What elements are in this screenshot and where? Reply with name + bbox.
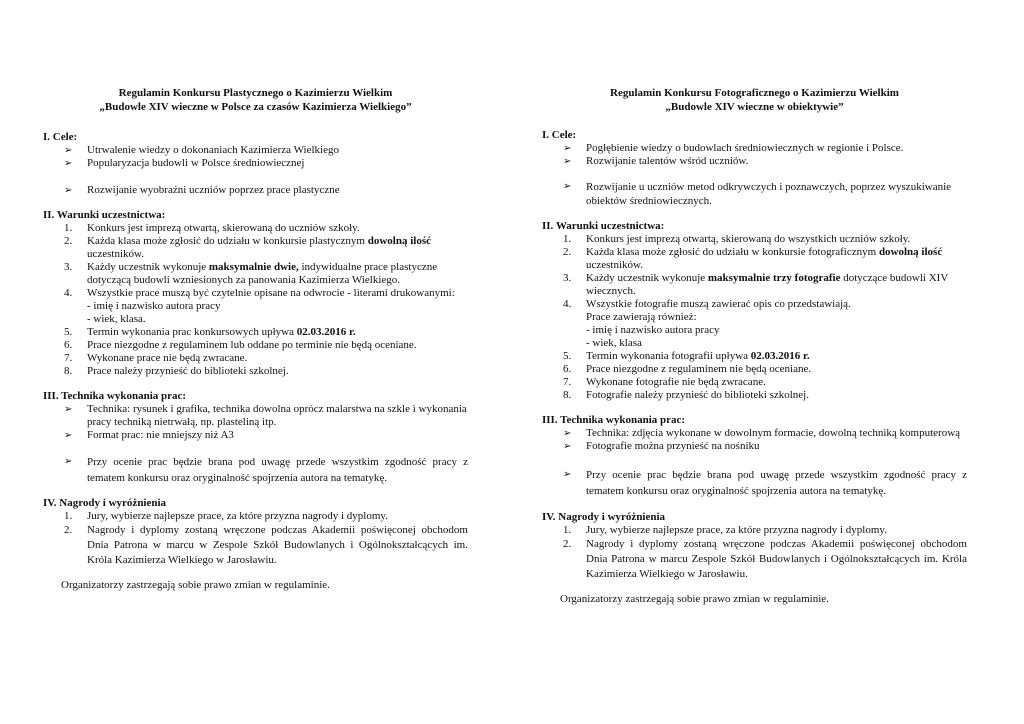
left-section-awards: IV. Nagrody i wyróżnienia xyxy=(43,497,167,509)
right-section-technique: III. Technika wykonania prac: xyxy=(542,414,686,426)
right-technique-1: ➢ Technika: zdjęcia wykonane w dowolnym formacie, dowolną techniką komputerową xyxy=(563,427,961,439)
left-goal-1: ➢ Utrwalenie wiedzy o dokonaniach Kazimierza Wielkiego xyxy=(64,144,339,156)
right-condition-5: 5. Termin wykonania fotografii upływa 02.03.2016 r. xyxy=(563,350,810,362)
right-condition-3: 3. Każdy uczestnik wykonuje maksymalnie trzy fotografie dotyczące budowli XIV wiecznych. xyxy=(563,272,949,297)
left-closing-note: Organizatorzy zastrzegają sobie prawo zmian w regulaminie. xyxy=(61,579,330,591)
left-condition-4: 4. Wszystkie prace muszą być czytelnie opisane na odwrocie - literami drukowanymi: - imię i nazwisko autora pracy - wiek, klasa. xyxy=(64,287,455,325)
bullet-arrow-icon: ➢ xyxy=(64,430,73,441)
bullet-arrow-icon: ➢ xyxy=(563,143,572,154)
bullet-arrow-icon: ➢ xyxy=(64,145,73,156)
right-condition-2: 2. Każda klasa może zgłosić do udziału w konkursie fotograficznym dowolną ilość uczestników. xyxy=(563,246,943,271)
left-technique-2: ➢ Format prac: nie mniejszy niż A3 xyxy=(64,429,234,441)
left-section-technique: III. Technika wykonania prac: xyxy=(43,390,187,402)
left-section-conditions: II. Warunki uczestnictwa: xyxy=(43,209,166,221)
left-title-line1: Regulamin Konkursu Plastycznego o Kazimierzu Wielkim xyxy=(118,87,393,99)
right-condition-8: 8. Fotografie należy przynieść do biblioteki szkolnej. xyxy=(563,389,809,401)
left-title-line2: „Budowle XIV wieczne w Polsce za czasów Kazimierza Wielkiego” xyxy=(99,100,412,113)
bullet-arrow-icon: ➢ xyxy=(563,156,572,167)
left-award-1: 1. Jury, wybierze najlepsze prace, za które przyzna nagrody i dyplomy. xyxy=(64,510,388,522)
left-title xyxy=(43,87,468,114)
right-closing-note: Organizatorzy zastrzegają sobie prawo zmian w regulaminie. xyxy=(560,593,829,605)
right-award-2: 2. Nagrody i dyplomy zostaną wręczone podczas Akademii poświęconej obchodom Dnia Patrona w marcu Zespole Szkół Budowlanych i Ogólnokształcących im. Króla Kazimierza Wielkiego w Jarosławiu. xyxy=(563,538,967,580)
right-award-1: 1. Jury, wybierze najlepsze prace, za które przyzna nagrody i dyplomy. xyxy=(563,524,887,536)
left-technique-3: ➢ Przy ocenie prac będzie brana pod uwagę przede wszystkim zgodność pracy z tematem konkursu oraz oryginalność spojrzenia autora na tematykę. xyxy=(64,456,468,484)
left-condition-3: 3. Każdy uczestnik wykonuje maksymalnie dwie, indywidualne prace plastyczne dotyczącą budowli wzniesionych za panowania Kazimierza Wielkiego. xyxy=(64,261,438,286)
right-condition-4: 4. Wszystkie fotografie muszą zawierać opis co przedstawiają. Prace zawierają również: - imię i nazwisko autora pracy - wiek, klasa xyxy=(563,298,851,349)
left-condition-6: 6. Prace niezgodne z regulaminem lub oddane po terminie nie będą oceniane. xyxy=(64,339,417,351)
right-title-line1: Regulamin Konkursu Fotograficznego o Kazimierzu Wielkim xyxy=(610,87,899,99)
left-regulation xyxy=(43,0,468,592)
left-goal-2: ➢ Popularyzacja budowli w Polsce średniowiecznej xyxy=(64,157,305,169)
left-technique-1: ➢ Technika: rysunek i grafika, technika dowolna oprócz malarstwa na szkle i wykonania pracy techniką nietrwałą, np. plasteliną itp. xyxy=(64,403,467,428)
left-goal-3: ➢ Rozwijanie wyobraźni uczniów poprzez prace plastyczne xyxy=(64,184,340,196)
bullet-arrow-icon: ➢ xyxy=(64,404,73,415)
left-condition-1: 1. Konkurs jest imprezą otwartą, skierowaną do uczniów szkoły. xyxy=(64,222,360,234)
left-award-2: 2. Nagrody i dyplomy zostaną wręczone podczas Akademii poświęconej obchodom Dnia Patrona w marcu w Zespole Szkół Budowlanych i Ogólnokształcących im. Króla Kazimierza Wielkiego w Jarosławiu. xyxy=(64,524,468,566)
right-condition-1: 1. Konkurs jest imprezą otwartą, skierowaną do wszystkich uczniów szkoły. xyxy=(563,233,911,245)
bullet-arrow-icon: ➢ xyxy=(563,428,572,439)
left-condition-2: 2. Każda klasa może zgłosić do udziału w konkursie plastycznym dowolną ilość uczestników. xyxy=(64,235,431,260)
right-title xyxy=(542,87,967,114)
right-condition-6: 6. Prace niezgodne z regulaminem nie będą oceniane. xyxy=(563,363,812,375)
bullet-arrow-icon: ➢ xyxy=(563,469,572,480)
bullet-arrow-icon: ➢ xyxy=(563,441,572,452)
bullet-arrow-icon: ➢ xyxy=(64,158,73,169)
right-technique-2: ➢ Fotografie można przynieść na nośniku xyxy=(563,440,760,452)
left-condition-5: 5. Termin wykonania prac konkursowych upływa 02.03.2016 r. xyxy=(64,326,356,338)
right-technique-3: ➢ Przy ocenie prac będzie brana pod uwagę przede wszystkim zgodność pracy z tematem konkursu oraz oryginalność spojrzenia autora na tematykę. xyxy=(563,469,967,497)
left-condition-7: 7. Wykonane prace nie będą zwracane. xyxy=(64,352,248,364)
right-goal-3: ➢ Rozwijanie u uczniów metod odkrywczych i poznawczych, poprzez wyszukiwanie obiektów średniowiecznych. xyxy=(563,181,952,207)
bullet-arrow-icon: ➢ xyxy=(563,181,572,192)
right-title-line2: „Budowle XIV wieczne w obiektywie” xyxy=(665,100,844,113)
left-condition-8: 8. Prace należy przynieść do biblioteki szkolnej. xyxy=(64,365,289,377)
right-section-conditions: II. Warunki uczestnictwa: xyxy=(542,220,665,232)
right-condition-7: 7. Wykonane fotografie nie będą zwracane. xyxy=(563,376,766,388)
right-section-awards: IV. Nagrody i wyróżnienia xyxy=(542,511,666,523)
right-goal-2: ➢ Rozwijanie talentów wśród uczniów. xyxy=(563,155,749,167)
right-goal-1: ➢ Pogłębienie wiedzy o budowlach średniowiecznych w regionie i Polsce. xyxy=(563,142,904,154)
left-section-goals: I. Cele: xyxy=(43,131,78,143)
bullet-arrow-icon: ➢ xyxy=(64,185,73,196)
right-regulation xyxy=(542,0,967,606)
right-section-goals: I. Cele: xyxy=(542,129,577,141)
bullet-arrow-icon: ➢ xyxy=(64,456,73,467)
